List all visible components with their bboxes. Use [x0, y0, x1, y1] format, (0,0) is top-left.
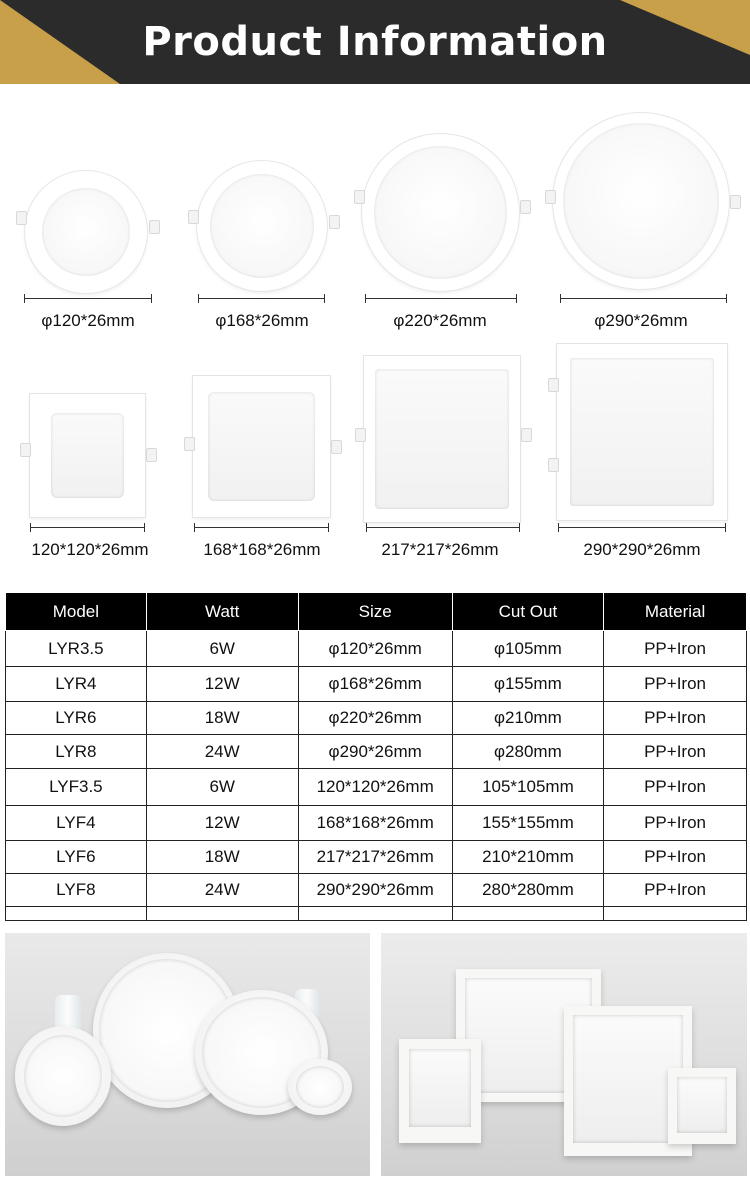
- table-row-empty: [6, 907, 747, 921]
- table-row: [6, 769, 747, 806]
- table-row: [6, 631, 747, 667]
- dimension-line-square-120: [30, 527, 145, 528]
- cell-material: PP+Iron: [604, 631, 747, 667]
- round-panel-290: [553, 113, 729, 289]
- dimension-line-168: [198, 298, 325, 299]
- table-header-row: [6, 593, 747, 631]
- table-row: [6, 702, 747, 735]
- dimension-line-square-168: [194, 527, 329, 528]
- cell-size: 120*120*26mm: [298, 769, 452, 806]
- square-panel-168: [193, 376, 330, 517]
- table-row: [6, 841, 747, 874]
- cell-model: LYF3.5: [6, 769, 147, 806]
- cell-material: PP+Iron: [604, 702, 747, 735]
- table-row: [6, 874, 747, 907]
- cell-watt: 18W: [146, 841, 298, 874]
- cell-watt: 12W: [146, 806, 298, 841]
- cell-model: LYR8: [6, 735, 147, 769]
- round-size-label: φ220*26mm: [393, 311, 487, 330]
- page-title: Product Information: [142, 19, 608, 65]
- round-size-label: φ290*26mm: [594, 311, 688, 330]
- square-size-label: 168*168*26mm: [203, 540, 321, 559]
- dimension-line-square-290: [558, 527, 726, 528]
- cell-material: PP+Iron: [604, 667, 747, 702]
- square-panels-photo: [381, 933, 747, 1176]
- cell-material: PP+Iron: [604, 806, 747, 841]
- round-size-label: φ168*26mm: [215, 311, 309, 330]
- round-panel-220: [362, 134, 519, 291]
- cell-watt: 24W: [146, 874, 298, 907]
- table-row: [6, 667, 747, 702]
- square-size-label: 120*120*26mm: [31, 540, 149, 559]
- cell-watt: 24W: [146, 735, 298, 769]
- header-model: Model: [6, 593, 147, 631]
- cell-material: PP+Iron: [604, 874, 747, 907]
- round-panels-photo: [5, 933, 370, 1176]
- cell-size: 217*217*26mm: [298, 841, 452, 874]
- cell-model: LYR4: [6, 667, 147, 702]
- square-size-label: 217*217*26mm: [381, 540, 499, 559]
- cell-size: 168*168*26mm: [298, 806, 452, 841]
- cell-watt: 18W: [146, 702, 298, 735]
- cell-model: LYF4: [6, 806, 147, 841]
- square-panel-120: [30, 394, 145, 517]
- dimension-line-290: [560, 298, 727, 299]
- header-size: Size: [298, 593, 452, 631]
- cell-size: 290*290*26mm: [298, 874, 452, 907]
- cell-watt: 6W: [146, 631, 298, 667]
- header-cut-out: Cut Out: [452, 593, 603, 631]
- cell-cut-out: φ155mm: [452, 667, 603, 702]
- header-material: Material: [604, 593, 747, 631]
- dimension-line-square-217: [366, 527, 520, 528]
- round-panel-168: [197, 161, 327, 291]
- cell-size: φ168*26mm: [298, 667, 452, 702]
- cell-model: LYF8: [6, 874, 147, 907]
- square-panel-290: [557, 344, 727, 520]
- cell-cut-out: φ210mm: [452, 702, 603, 735]
- cell-size: φ290*26mm: [298, 735, 452, 769]
- specification-table: [5, 592, 747, 921]
- square-panel-217: [364, 356, 520, 522]
- cell-cut-out: 155*155mm: [452, 806, 603, 841]
- cell-cut-out: 105*105mm: [452, 769, 603, 806]
- table-row: [6, 806, 747, 841]
- cell-material: PP+Iron: [604, 769, 747, 806]
- cell-cut-out: φ280mm: [452, 735, 603, 769]
- round-size-label: φ120*26mm: [41, 311, 135, 330]
- cell-size: φ220*26mm: [298, 702, 452, 735]
- cell-cut-out: 210*210mm: [452, 841, 603, 874]
- cell-material: PP+Iron: [604, 841, 747, 874]
- cell-cut-out: 280*280mm: [452, 874, 603, 907]
- cell-model: LYR6: [6, 702, 147, 735]
- cell-size: φ120*26mm: [298, 631, 452, 667]
- cell-watt: 12W: [146, 667, 298, 702]
- cell-model: LYR3.5: [6, 631, 147, 667]
- cell-watt: 6W: [146, 769, 298, 806]
- round-panel-120: [25, 171, 147, 293]
- table-row: [6, 735, 747, 769]
- dimension-line-120: [24, 298, 152, 299]
- square-size-label: 290*290*26mm: [583, 540, 701, 559]
- dimension-line-220: [365, 298, 517, 299]
- header-watt: Watt: [146, 593, 298, 631]
- cell-cut-out: φ105mm: [452, 631, 603, 667]
- cell-model: LYF6: [6, 841, 147, 874]
- header-banner: [0, 0, 750, 84]
- cell-material: PP+Iron: [604, 735, 747, 769]
